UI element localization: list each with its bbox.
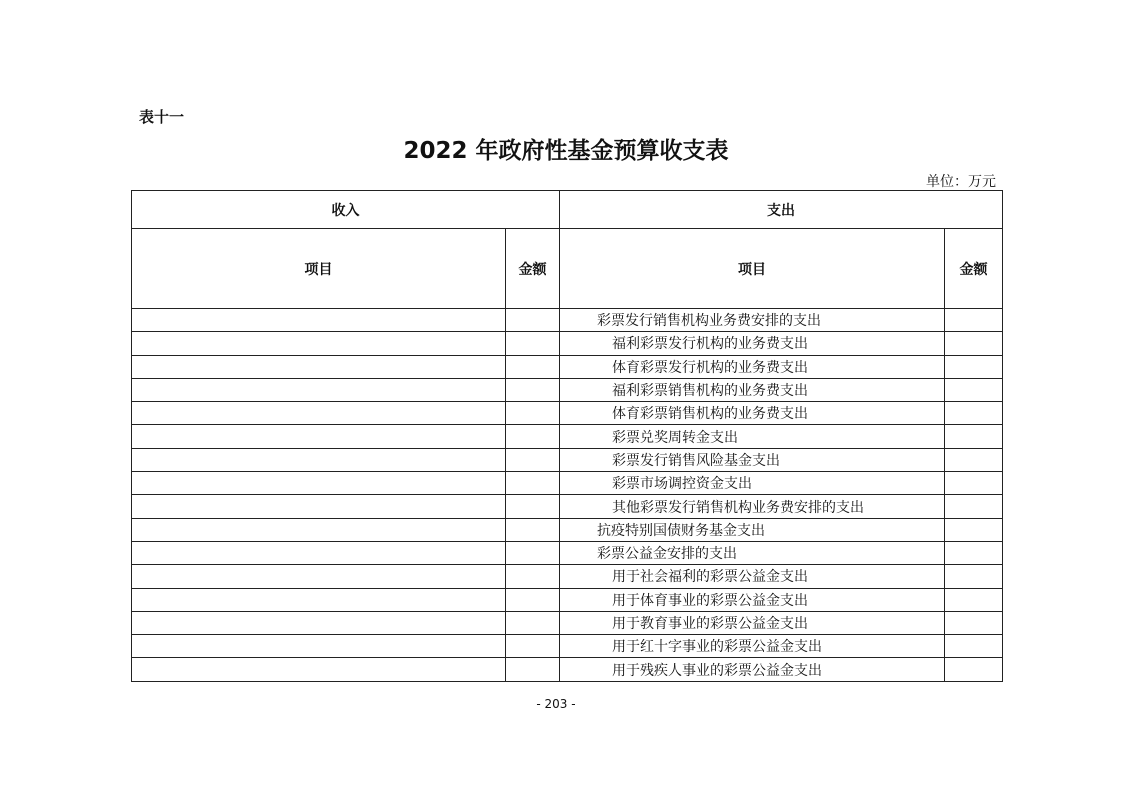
expenditure-amount-cell (945, 425, 1003, 448)
income-amount-cell (506, 402, 560, 425)
income-item-cell (132, 588, 506, 611)
table-row (132, 495, 1003, 518)
expenditure-item-cell: 彩票公益金安排的支出 (560, 541, 945, 564)
expenditure-amount-cell (945, 495, 1003, 518)
income-item-cell (132, 355, 506, 378)
income-item-cell (132, 332, 506, 355)
table-row (132, 541, 1003, 564)
expenditure-amount-cell (945, 541, 1003, 564)
table-row (132, 355, 1003, 378)
income-amount-cell (506, 378, 560, 401)
income-item-cell (132, 518, 506, 541)
income-amount-cell (506, 588, 560, 611)
expenditure-item-cell: 用于教育事业的彩票公益金支出 (560, 611, 945, 634)
page-number: - 203 - (536, 697, 576, 711)
expenditure-item-cell: 其他彩票发行销售机构业务费安排的支出 (560, 495, 945, 518)
table-row (132, 588, 1003, 611)
table-row (132, 402, 1003, 425)
income-item-cell (132, 378, 506, 401)
expenditure-item-cell: 体育彩票发行机构的业务费支出 (560, 355, 945, 378)
table-row (132, 565, 1003, 588)
expenditure-item-cell: 彩票发行销售风险基金支出 (560, 448, 945, 471)
expenditure-item-cell: 用于红十字事业的彩票公益金支出 (560, 635, 945, 658)
table-row (132, 518, 1003, 541)
table-row (132, 472, 1003, 495)
expenditure-amount-cell (945, 611, 1003, 634)
income-amount-cell (506, 472, 560, 495)
income-item-cell (132, 309, 506, 332)
income-item-cell (132, 495, 506, 518)
income-amount-cell (506, 635, 560, 658)
expenditure-item-cell: 用于社会福利的彩票公益金支出 (560, 565, 945, 588)
expenditure-item-cell: 抗疫特别国债财务基金支出 (560, 518, 945, 541)
income-header: 收入 (132, 191, 560, 229)
income-item-cell (132, 658, 506, 681)
income-amount-cell (506, 355, 560, 378)
income-amount-cell (506, 565, 560, 588)
expenditure-item-cell: 彩票发行销售机构业务费安排的支出 (560, 309, 945, 332)
table-body (132, 309, 1003, 682)
income-amount-cell (506, 658, 560, 681)
table-row (132, 611, 1003, 634)
expenditure-item-cell: 用于残疾人事业的彩票公益金支出 (560, 658, 945, 681)
expenditure-item-cell: 彩票兑奖周转金支出 (560, 425, 945, 448)
table-row (132, 635, 1003, 658)
income-amount-cell (506, 495, 560, 518)
expenditure-item-cell: 体育彩票销售机构的业务费支出 (560, 402, 945, 425)
table-row (132, 309, 1003, 332)
expenditure-amount-cell (945, 355, 1003, 378)
income-item-cell (132, 611, 506, 634)
income-item-header: 项目 (132, 229, 506, 309)
income-item-cell (132, 541, 506, 564)
expenditure-item-header: 项目 (560, 229, 945, 309)
expenditure-amount-cell (945, 658, 1003, 681)
income-amount-cell (506, 332, 560, 355)
income-item-cell (132, 402, 506, 425)
expenditure-item-cell: 福利彩票销售机构的业务费支出 (560, 378, 945, 401)
table-row (132, 425, 1003, 448)
table-label: 表十一 (139, 108, 185, 126)
expenditure-amount-cell (945, 332, 1003, 355)
income-amount-cell (506, 425, 560, 448)
expenditure-header: 支出 (560, 191, 1003, 229)
expenditure-item-cell: 用于体育事业的彩票公益金支出 (560, 588, 945, 611)
income-amount-cell (506, 518, 560, 541)
expenditure-item-cell: 福利彩票发行机构的业务费支出 (560, 332, 945, 355)
expenditure-amount-cell (945, 635, 1003, 658)
unit-label: 单位：万元 (926, 174, 996, 190)
table-row (132, 658, 1003, 681)
table-row (132, 448, 1003, 471)
page-title: 2022 年政府性基金预算收支表 (403, 138, 729, 164)
income-amount-cell (506, 309, 560, 332)
expenditure-amount-cell (945, 472, 1003, 495)
expenditure-amount-cell (945, 518, 1003, 541)
income-item-cell (132, 472, 506, 495)
income-amount-header: 金额 (506, 229, 560, 309)
income-amount-cell (506, 541, 560, 564)
income-amount-cell (506, 448, 560, 471)
income-item-cell (132, 425, 506, 448)
expenditure-amount-cell (945, 378, 1003, 401)
expenditure-amount-cell (945, 588, 1003, 611)
expenditure-amount-cell (945, 448, 1003, 471)
income-item-cell (132, 635, 506, 658)
expenditure-amount-cell (945, 309, 1003, 332)
expenditure-amount-cell (945, 565, 1003, 588)
expenditure-amount-header: 金额 (945, 229, 1003, 309)
table-row (132, 378, 1003, 401)
income-item-cell (132, 565, 506, 588)
income-amount-cell (506, 611, 560, 634)
expenditure-item-cell: 彩票市场调控资金支出 (560, 472, 945, 495)
expenditure-amount-cell (945, 402, 1003, 425)
table-row (132, 332, 1003, 355)
budget-table (131, 190, 1003, 682)
income-item-cell (132, 448, 506, 471)
